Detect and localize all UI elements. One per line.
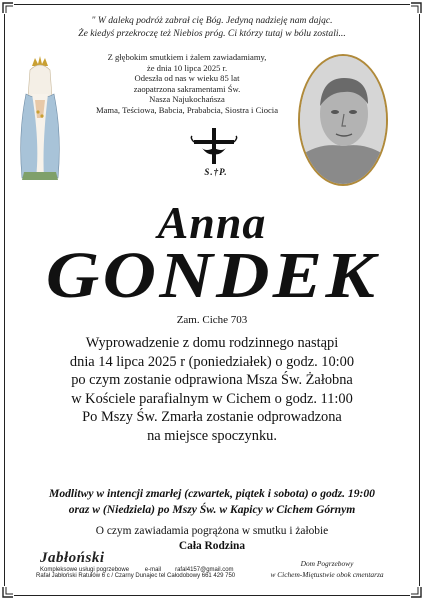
corner-ornament-bottom-right: [410, 586, 422, 598]
corner-ornament-bottom-left: [2, 586, 14, 598]
prayer-line-2: oraz w (Niedziela) po Mszy Św. w Kapicy w Cichem Górnym: [68, 502, 356, 516]
corner-ornament-top-left: [2, 2, 14, 14]
company-services: Kompleksowe usługi pogrzebowe: [40, 567, 130, 573]
funeral-home-line-2: w Cichem-Miętustwie obok cmentarza: [270, 570, 384, 579]
madonna-figure-image: [14, 54, 66, 182]
sp-initials: S.†P.: [204, 167, 228, 177]
funeral-home-info: [262, 558, 392, 580]
family-signature: Cała Rodzina: [178, 540, 246, 552]
intro-line: Odeszła od nas w wieku 85 lat: [134, 73, 240, 83]
funeral-details: [40, 334, 384, 446]
intro-line: zaopatrzona sakramentami Św.: [133, 83, 241, 94]
intro-line: Z głębokim smutkiem i żalem zawiadamiamy,: [107, 52, 267, 62]
funeral-line: na miejsce spoczynku.: [147, 427, 277, 444]
company-name: Jabłoński: [40, 550, 105, 566]
funeral-line: dnia 14 lipca 2025 r (poniedziałek) o godz. 10:00: [69, 353, 355, 370]
quote-line-1: " W dalekq podróż zabrał cię Bóg. Jedynq nadzieję nam dając.: [91, 15, 333, 26]
deceased-last-name: GONDEK: [45, 239, 379, 312]
company-address: Rafał Jabłoński Ratułów 6 c / Czarny Dunajec tel Całodobowy 661 429 750: [36, 573, 236, 579]
funeral-line: Po Mszy Św. Zmarła zostanie odprowadzona: [82, 409, 342, 426]
funeral-home-line-1: Dom Pogrzebowy: [300, 559, 354, 568]
company-email: rafal4157@gmail.com: [175, 567, 234, 573]
funeral-company-logo: [40, 550, 250, 574]
funeral-line: w Kościele parafialnym w Cichem o godz. 11:00: [71, 390, 353, 407]
intro-line: Nasza Najukochańsza: [149, 94, 225, 104]
announcement-intro: [72, 52, 302, 115]
funeral-line: Wyprowadzenie z domu rodzinnego nastąpi: [85, 335, 339, 351]
corner-ornament-top-right: [410, 2, 422, 14]
memorial-quote: [0, 14, 424, 40]
intro-line: Mama, Teściowa, Babcia, Prababcia, Siostra i Ciocia: [95, 104, 279, 115]
prayer-line-1: Modlitwy w intencji zmarłej (czwartek, piątek i sobota) o godz. 19:00: [49, 487, 375, 500]
intro-line: że dnia 10 lipca 2025 r.: [146, 62, 228, 73]
deceased-portrait-photo: [298, 54, 388, 186]
quote-line-2: Że kiedyś przekroczę też Niebios próg. Ci którzy tutaj w bólu zostali...: [78, 28, 346, 39]
funeral-line: po czym zostanie odprawiona Msza Św. Żałobna: [71, 372, 353, 389]
prayer-schedule: [0, 486, 424, 517]
deceased-first-name: Anna: [157, 197, 267, 248]
company-email-label: e-mail: [144, 567, 162, 573]
deceased-address: Zam. Ciche 703: [176, 314, 248, 326]
closing-notice: O czym zawiadamia pogrążona w smutku i żałobie: [95, 525, 329, 537]
